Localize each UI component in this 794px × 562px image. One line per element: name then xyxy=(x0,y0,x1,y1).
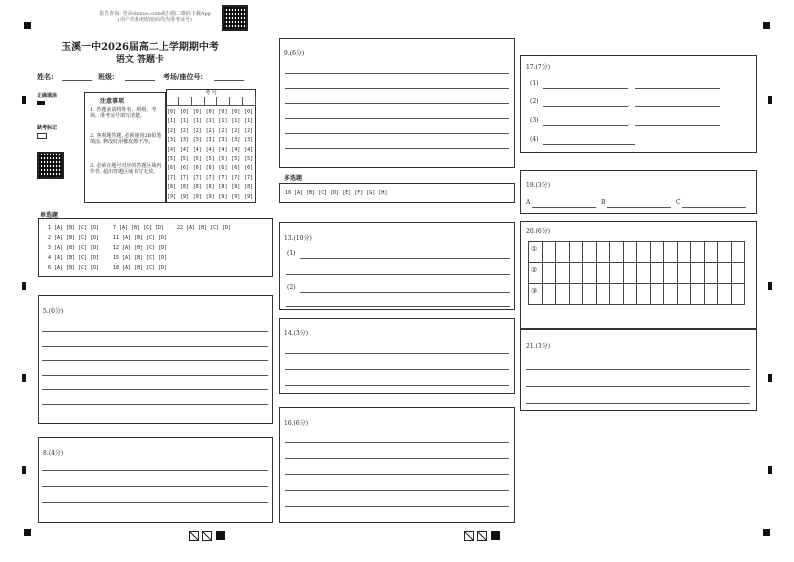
q16-label: 16.(6分) xyxy=(284,420,309,427)
q20-grid-cell[interactable] xyxy=(731,262,746,284)
exam-number-write-cell[interactable] xyxy=(243,97,256,106)
exam-number-bubble[interactable]: [5] xyxy=(192,156,202,162)
q19-a-label: A xyxy=(526,199,531,206)
q16-answer-line[interactable] xyxy=(285,474,509,475)
q20-grid-cell[interactable] xyxy=(636,262,651,284)
single-choice-item[interactable]: 1 [A] [B] [C] [D] xyxy=(48,225,100,231)
q20-grid-cell[interactable] xyxy=(542,241,557,263)
exam-number-bubble[interactable]: [4] xyxy=(205,146,215,153)
q8-answer-line[interactable] xyxy=(42,502,268,503)
q5-answer-line[interactable] xyxy=(42,389,268,390)
exam-number-write-cell[interactable] xyxy=(230,97,243,106)
exam-number-bubble[interactable]: [3] xyxy=(205,137,215,144)
corner-mark-br xyxy=(763,529,770,536)
q14-label: 14.(3分) xyxy=(284,330,309,337)
q20-grid-cell[interactable] xyxy=(690,262,705,284)
corner-mark-tr xyxy=(763,22,770,29)
q20-grid-cell[interactable] xyxy=(555,283,570,305)
q9-answer-line[interactable] xyxy=(285,88,509,89)
single-choice-item[interactable]: 15 [A] [B] [C] [D] xyxy=(113,255,168,261)
q20-grid-cell[interactable] xyxy=(569,283,584,305)
exam-number-bubble[interactable]: [9] xyxy=(218,193,228,200)
single-choice-item[interactable]: 6 [A] [B] [C] [D] xyxy=(48,265,100,271)
single-choice-item[interactable]: 3 [A] [B] [C] [D] xyxy=(48,245,100,251)
report-notice-line1: 报告查询: 登录shixuo.com或扫描二维码下载App xyxy=(99,11,211,17)
single-choice-item[interactable]: 18 [A] [B] [C] [D] xyxy=(113,265,168,271)
q20-grid-cell[interactable] xyxy=(690,283,705,305)
name-label: 姓名: xyxy=(37,72,54,81)
q21-answer-line[interactable] xyxy=(526,403,750,404)
q20-grid-cell[interactable] xyxy=(663,283,678,305)
exam-number-bubble[interactable]: [8] xyxy=(231,184,241,191)
exam-subtitle: 语文 答题卡 xyxy=(115,55,165,65)
exam-number-bubble[interactable]: [6] xyxy=(244,165,254,172)
q20-grid-cell[interactable] xyxy=(528,283,543,305)
q20-grid-cell[interactable] xyxy=(650,283,665,305)
exam-number-bubble[interactable]: [5] xyxy=(244,156,254,162)
exam-number-bubble[interactable]: [3] xyxy=(192,137,202,144)
q17-sub3: (3) xyxy=(530,117,539,124)
corner-mark-tl xyxy=(24,22,31,29)
fill-example-mark xyxy=(37,101,45,105)
exam-number-columns xyxy=(166,97,256,203)
q8-answer-line[interactable] xyxy=(42,486,268,487)
q17-dot: . xyxy=(628,120,630,127)
bottom-mark-group-right xyxy=(464,531,504,540)
notes-item-3: 3. 必须在题号对应的答题区域内作答, 超出答题区域书写无效。 xyxy=(90,163,162,175)
exam-number-bubble[interactable]: [0] xyxy=(244,109,254,115)
side-mark xyxy=(22,96,26,104)
exam-number-bubble[interactable]: [8] xyxy=(192,184,202,191)
q20-grid-cell[interactable] xyxy=(582,262,597,284)
multi-choice-title: 多选题 xyxy=(284,175,303,182)
q20-grid-cell[interactable] xyxy=(731,283,746,305)
q19-label: 19.(3分) xyxy=(526,182,551,189)
q16-answer-line[interactable] xyxy=(285,458,509,459)
q13-sub1: (1) xyxy=(287,250,296,257)
exam-number-bubble[interactable]: [5] xyxy=(205,156,215,162)
q8-label: 8.(4分) xyxy=(43,450,64,457)
q20-grid-cell[interactable] xyxy=(663,262,678,284)
side-mark xyxy=(768,374,772,382)
q21-box xyxy=(520,329,757,411)
q19-c-line[interactable] xyxy=(682,207,746,208)
exam-number-bubble[interactable]: [1] xyxy=(205,118,215,125)
side-mark xyxy=(768,282,772,290)
exam-number-write-cell[interactable] xyxy=(205,97,218,106)
exam-number-bubble[interactable]: [6] xyxy=(167,165,177,172)
q8-box xyxy=(38,437,273,523)
exam-number-bubble[interactable]: [5] xyxy=(179,156,189,162)
exam-number-bubble[interactable]: [0] xyxy=(205,109,215,115)
q14-box xyxy=(279,318,515,394)
exam-number-bubble[interactable]: [6] xyxy=(218,165,228,172)
q20-grid-cell[interactable] xyxy=(677,241,692,263)
q13-line[interactable] xyxy=(286,306,510,307)
q20-grid-cell[interactable] xyxy=(636,241,651,263)
q19-b-label: B xyxy=(601,199,606,206)
exam-number-bubble[interactable]: [6] xyxy=(179,165,189,172)
exam-number-bubble[interactable]: [3] xyxy=(231,137,241,144)
q13-box xyxy=(279,222,515,310)
q8-answer-line[interactable] xyxy=(42,470,268,471)
single-choice-item[interactable]: 4 [A] [B] [C] [D] xyxy=(48,255,100,261)
q20-grid-cell[interactable] xyxy=(677,262,692,284)
exam-number-bubble[interactable]: [8] xyxy=(218,184,228,191)
exam-number-bubble[interactable]: [5] xyxy=(167,156,177,162)
exam-number-bubble[interactable]: [0] xyxy=(218,109,228,115)
q20-grid-cell[interactable] xyxy=(623,262,638,284)
q16-answer-line[interactable] xyxy=(285,506,509,507)
q20-grid-cell[interactable] xyxy=(596,262,611,284)
exam-number-bubble[interactable]: [9] xyxy=(205,193,215,200)
q20-grid-cell[interactable] xyxy=(555,262,570,284)
exam-number-bubble[interactable]: [2] xyxy=(205,127,215,134)
exam-number-bubble[interactable]: [9] xyxy=(167,193,177,200)
exam-number-bubble[interactable]: [2] xyxy=(231,127,241,134)
exam-number-bubble[interactable]: [8] xyxy=(205,184,215,191)
q20-grid-cell[interactable] xyxy=(542,262,557,284)
q20-grid-cell[interactable] xyxy=(569,241,584,263)
q20-grid-cell[interactable] xyxy=(704,241,719,263)
exam-number-bubble[interactable]: [2] xyxy=(192,127,202,134)
q5-answer-line[interactable] xyxy=(42,331,268,332)
exam-number-bubble[interactable]: [3] xyxy=(218,137,228,144)
exam-number-write-cell[interactable] xyxy=(217,97,230,106)
q13-line[interactable] xyxy=(286,274,510,275)
exam-number-bubble[interactable]: [2] xyxy=(167,127,177,134)
exam-number-bubble[interactable]: [8] xyxy=(179,184,189,191)
exam-number-bubble[interactable]: [8] xyxy=(244,184,254,191)
q17-dot: . xyxy=(628,101,630,108)
fill-example-label: 正确填涂 xyxy=(37,93,58,99)
q20-grid-cell[interactable] xyxy=(528,241,543,263)
q17-line[interactable] xyxy=(543,125,628,126)
q17-line[interactable] xyxy=(543,144,635,145)
exam-number-write-cell[interactable] xyxy=(192,97,205,106)
q19-c-label: C xyxy=(676,199,681,206)
seat-field[interactable] xyxy=(214,80,244,81)
exam-number-bubble[interactable]: [0] xyxy=(192,109,202,115)
side-mark xyxy=(768,466,772,474)
q16-answer-line[interactable] xyxy=(285,490,509,491)
q20-row-label: ③ xyxy=(531,287,538,295)
exam-number-bubble[interactable]: [4] xyxy=(218,146,228,153)
side-mark xyxy=(22,466,26,474)
q20-grid-cell[interactable] xyxy=(690,241,705,263)
exam-number-bubble[interactable]: [4] xyxy=(231,146,241,153)
exam-number-bubble[interactable]: [0] xyxy=(179,109,189,115)
exam-number-bubble[interactable]: [4] xyxy=(244,146,254,153)
qr-code-icon xyxy=(37,152,64,179)
q14-answer-line[interactable] xyxy=(285,353,509,354)
qr-code-icon xyxy=(222,5,248,31)
exam-number-bubble[interactable]: [0] xyxy=(231,109,241,115)
exam-number-bubble[interactable]: [7] xyxy=(167,174,177,181)
q20-grid-cell[interactable] xyxy=(650,262,665,284)
q20-grid-cell[interactable] xyxy=(542,283,557,305)
class-label: 班级: xyxy=(98,72,115,81)
q21-answer-line[interactable] xyxy=(526,386,750,387)
q13-line[interactable] xyxy=(300,292,510,293)
report-notice-line2: (用户名和初始密码均为准考证号) xyxy=(118,17,192,23)
exam-number-label: 考 号 xyxy=(205,90,217,96)
class-field[interactable] xyxy=(125,80,155,81)
exam-number-bubble[interactable]: [1] xyxy=(231,118,241,125)
q20-grid-cell[interactable] xyxy=(650,241,665,263)
q20-row-label: ① xyxy=(531,245,538,253)
q20-grid-cell[interactable] xyxy=(609,283,624,305)
q9-label: 9.(6分) xyxy=(284,50,305,57)
absent-label: 缺考标记 xyxy=(37,125,58,131)
exam-number-bubble[interactable]: [4] xyxy=(179,146,189,153)
multi-choice-row[interactable]: 10 [A] [B] [C] [D] [E] [F] [G] [H] xyxy=(285,190,388,196)
single-choice-item[interactable]: 22 [A] [B] [C] [D] xyxy=(177,225,232,231)
q16-answer-line[interactable] xyxy=(285,442,509,443)
q17-line[interactable] xyxy=(635,88,720,89)
exam-number-bubble[interactable]: [1] xyxy=(244,118,254,125)
q17-line[interactable] xyxy=(543,88,628,89)
exam-number-bubble[interactable]: [7] xyxy=(205,174,215,181)
seat-label: 考场/座位号: xyxy=(163,72,204,81)
q9-answer-line[interactable] xyxy=(285,118,509,119)
q20-grid-cell[interactable] xyxy=(596,241,611,263)
exam-number-bubble[interactable]: [9] xyxy=(192,193,202,200)
notes-item-1: 1. 答题前请将姓名、班级、考场、准考证号填写清楚。 xyxy=(90,107,157,119)
notes-item-2: 2. 客观题答题, 必须使用2B铅笔填涂, 修改时用橡皮擦干净。 xyxy=(90,133,162,145)
q20-grid-cell[interactable] xyxy=(717,262,732,284)
q9-answer-line[interactable] xyxy=(285,133,509,134)
q19-a-line[interactable] xyxy=(532,207,596,208)
single-choice-item[interactable]: 2 [A] [B] [C] [D] xyxy=(48,235,100,241)
q20-grid-cell[interactable] xyxy=(717,283,732,305)
q20-grid-cell[interactable] xyxy=(528,262,543,284)
side-mark xyxy=(22,282,26,290)
q20-grid-cell[interactable] xyxy=(704,262,719,284)
q20-grid-cell[interactable] xyxy=(582,283,597,305)
q20-grid-cell[interactable] xyxy=(609,262,624,284)
q20-grid-cell[interactable] xyxy=(717,241,732,263)
q20-grid-cell[interactable] xyxy=(609,241,624,263)
q20-grid-cell[interactable] xyxy=(623,241,638,263)
q20-grid-cell[interactable] xyxy=(623,283,638,305)
q5-answer-line[interactable] xyxy=(42,404,268,405)
q13-line[interactable] xyxy=(300,258,510,259)
q17-sub2: (2) xyxy=(530,98,539,105)
q17-line[interactable] xyxy=(635,125,720,126)
exam-number-bubble[interactable]: [7] xyxy=(231,174,241,181)
q5-answer-line[interactable] xyxy=(42,375,268,376)
q13-label: 13.(10分) xyxy=(284,235,312,242)
exam-number-bubble[interactable]: [9] xyxy=(244,193,254,200)
name-field[interactable] xyxy=(62,80,92,81)
q20-row-label: ② xyxy=(531,266,538,274)
q9-answer-line[interactable] xyxy=(285,73,509,74)
side-mark xyxy=(768,96,772,104)
exam-number-bubble[interactable]: [1] xyxy=(179,118,189,125)
exam-number-bubble[interactable]: [1] xyxy=(218,118,228,125)
q14-answer-line[interactable] xyxy=(285,369,509,370)
single-choice-item[interactable]: 7 [A] [B] [C] [D] xyxy=(113,225,165,231)
exam-number-bubble[interactable]: [0] xyxy=(167,109,177,115)
q17-sub4: (4) xyxy=(530,136,539,143)
exam-number-bubble[interactable]: [7] xyxy=(179,174,189,181)
exam-number-bubble[interactable]: [3] xyxy=(179,137,189,144)
q20-grid-cell[interactable] xyxy=(663,241,678,263)
q17-box xyxy=(520,55,757,153)
q17-line[interactable] xyxy=(543,106,628,107)
exam-number-bubble[interactable]: [6] xyxy=(205,165,215,172)
exam-number-bubble[interactable]: [1] xyxy=(192,118,202,125)
q21-label: 21.(3分) xyxy=(526,343,551,350)
exam-number-bubble[interactable]: [2] xyxy=(179,127,189,134)
exam-number-bubble[interactable]: [1] xyxy=(167,118,177,125)
q17-label: 17.(7分) xyxy=(526,64,551,71)
q20-grid-cell[interactable] xyxy=(704,283,719,305)
exam-number-bubble[interactable]: [7] xyxy=(244,174,254,181)
exam-number-bubble[interactable]: [5] xyxy=(231,156,241,162)
q13-sub2: (2) xyxy=(287,284,296,291)
exam-number-bubble[interactable]: [4] xyxy=(167,146,177,153)
exam-number-bubble[interactable]: [2] xyxy=(244,127,254,134)
q20-grid-cell[interactable] xyxy=(731,241,746,263)
exam-title: 玉溪一中2026届高二上学期期中考 xyxy=(61,42,219,53)
q20-grid-cell[interactable] xyxy=(555,241,570,263)
single-choice-item[interactable]: 11 [A] [B] [C] [D] xyxy=(113,235,168,241)
exam-number-bubble[interactable]: [2] xyxy=(218,127,228,134)
absent-checkbox[interactable] xyxy=(37,133,47,139)
q5-label: 5.(6分) xyxy=(43,308,64,315)
q19-b-line[interactable] xyxy=(607,207,671,208)
exam-number-bubble[interactable]: [8] xyxy=(167,184,177,191)
corner-mark-bl xyxy=(24,529,31,536)
exam-number-bubble[interactable]: [5] xyxy=(218,156,228,162)
exam-number-bubble[interactable]: [9] xyxy=(231,193,241,200)
q14-answer-line[interactable] xyxy=(285,385,509,386)
q20-label: 20.(6分) xyxy=(526,228,551,235)
exam-number-bubble[interactable]: [6] xyxy=(192,165,202,172)
single-choice-item[interactable]: 12 [A] [B] [C] [D] xyxy=(113,245,168,251)
exam-number-bubble[interactable]: [4] xyxy=(192,146,202,153)
exam-number-bubble[interactable]: [3] xyxy=(244,137,254,144)
exam-number-bubble[interactable]: [7] xyxy=(192,174,202,181)
q20-grid-cell[interactable] xyxy=(596,283,611,305)
exam-number-write-cell[interactable] xyxy=(179,97,192,106)
q20-grid-cell[interactable] xyxy=(582,241,597,263)
q20-grid-cell[interactable] xyxy=(569,262,584,284)
q20-grid-cell[interactable] xyxy=(677,283,692,305)
q21-answer-line[interactable] xyxy=(526,369,750,370)
q9-answer-line[interactable] xyxy=(285,103,509,104)
side-mark xyxy=(22,374,26,382)
notes-title: 注意事项 xyxy=(100,98,125,105)
q17-sub1: (1) xyxy=(530,80,539,87)
q5-answer-line[interactable] xyxy=(42,346,268,347)
exam-number-bubble[interactable]: [6] xyxy=(231,165,241,172)
q17-line[interactable] xyxy=(635,106,720,107)
exam-number-write-cell[interactable] xyxy=(166,97,179,106)
exam-number-bubble[interactable]: [7] xyxy=(218,174,228,181)
single-choice-title: 单选题 xyxy=(40,212,59,219)
exam-number-bubble[interactable]: [9] xyxy=(179,193,189,200)
q9-answer-line[interactable] xyxy=(285,148,509,149)
bottom-mark-group-left xyxy=(189,531,229,540)
exam-number-bubble[interactable]: [3] xyxy=(167,137,177,144)
q20-grid-cell[interactable] xyxy=(636,283,651,305)
q5-answer-line[interactable] xyxy=(42,360,268,361)
